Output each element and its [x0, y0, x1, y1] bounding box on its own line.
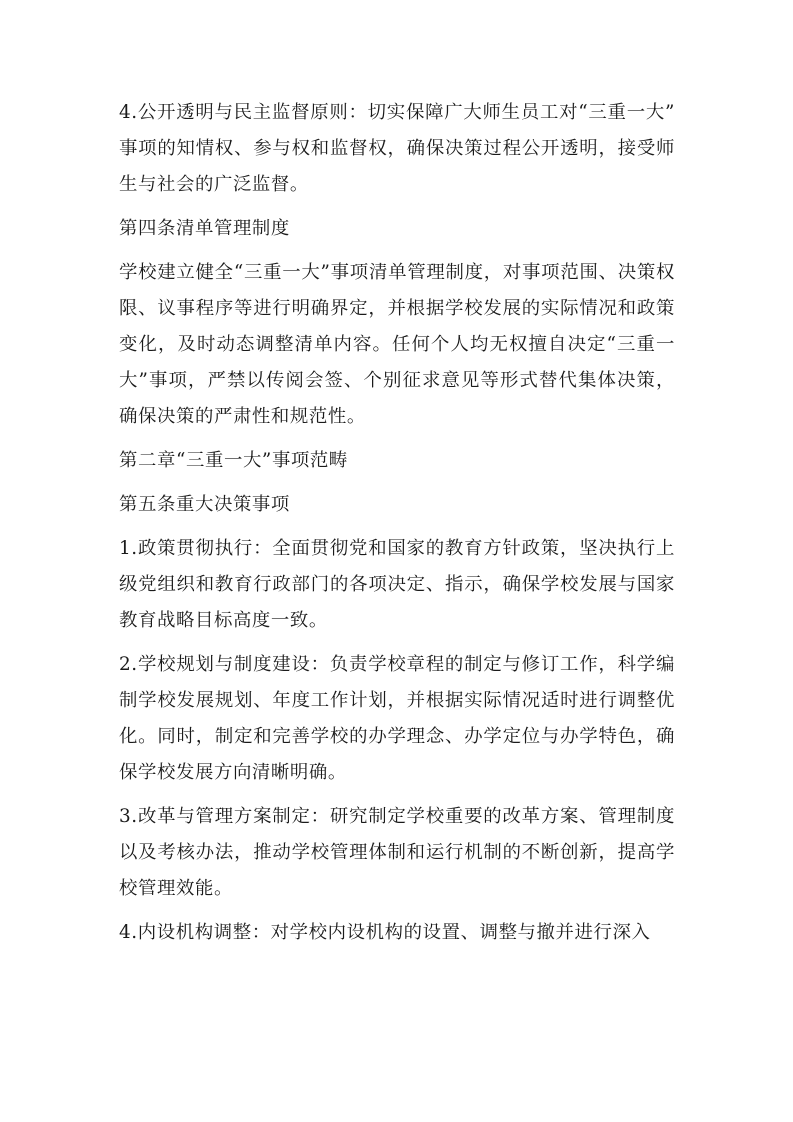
principle-4-paragraph: 4.公开透明与民主监督原则：切实保障广大师生员工对“三重一大”事项的知情权、参与权和监督权，确保决策过程公开透明，接受师生与社会的广泛监督。: [119, 102, 675, 195]
article-4-heading: 第四条清单管理制度: [119, 218, 290, 239]
item-3-paragraph: 3.改革与管理方案制定：研究制定学校重要的改革方案、管理制度以及考核办法，推动学校管理体制和运行机制的不断创新，提高学校管理效能。: [119, 806, 675, 899]
item-4-paragraph: 4.内设机构调整：对学校内设机构的设置、调整与撤并进行深入: [119, 922, 651, 943]
article-5-heading: 第五条重大决策事项: [119, 494, 290, 515]
item-1-paragraph: 1.政策贯彻执行：全面贯彻党和国家的教育方针政策，坚决执行上级党组织和教育行政部门的各项决定、指示，确保学校发展与国家教育战略目标高度一致。: [119, 538, 675, 631]
item-2-paragraph: 2.学校规划与制度建设：负责学校章程的制定与修订工作，科学编制学校发展规划、年度工作计划，并根据实际情况适时进行调整优化。同时，制定和完善学校的办学理念、办学定位与办学特色，确保学校发展方向清晰明确。: [119, 654, 675, 783]
chapter-2-heading: 第二章“三重一大”事项范畴: [119, 450, 348, 471]
article-4-paragraph: 学校建立健全“三重一大”事项清单管理制度，对事项范围、决策权限、议事程序等进行明确界定，并根据学校发展的实际情况和政策变化，及时动态调整清单内容。任何个人均无权擅自决定“三重一大”事项，严禁以传阅会签、个别征求意见等形式替代集体决策，确保决策的严肃性和规范性。: [119, 262, 675, 427]
document-page: [119, 95, 675, 951]
